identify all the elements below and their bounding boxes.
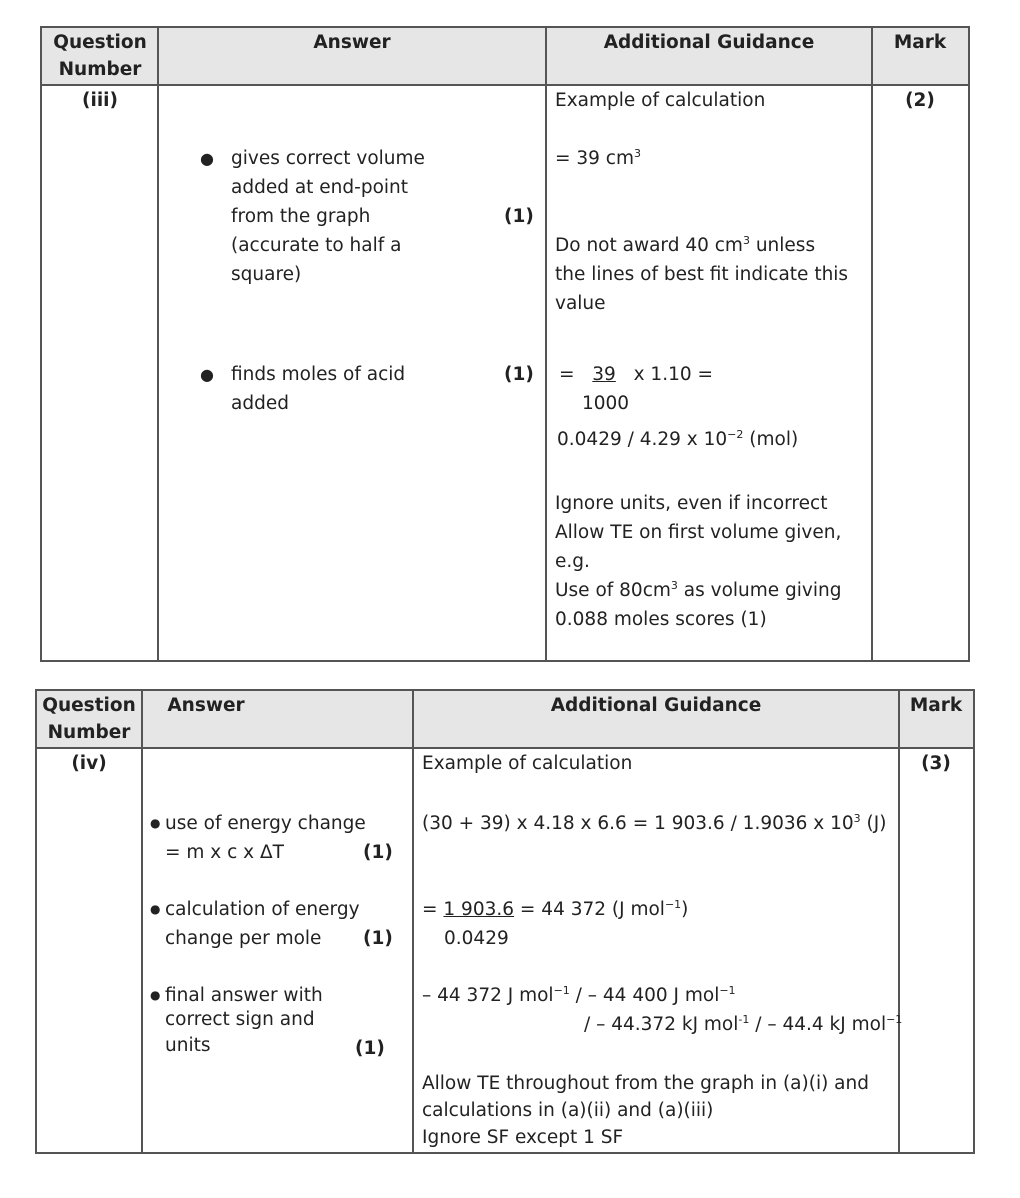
answer-mark: (1) — [504, 206, 534, 227]
answer-mark: (1) — [363, 842, 393, 863]
answer-line: change per mole — [165, 928, 322, 949]
guidance-note: e.g. — [555, 551, 590, 572]
guidance-note: Ignore SF except 1 SF — [422, 1127, 624, 1148]
guidance-note: Use of $80cm^3$ as volume giving — [555, 579, 842, 601]
column-divider — [545, 28, 547, 660]
answer-line: units — [165, 1035, 211, 1056]
bullet-icon: ● — [200, 149, 214, 168]
answer-line: (accurate to half a — [231, 235, 402, 256]
guidance-example-label: Example of calculation — [422, 753, 633, 774]
guidance-note: Allow TE throughout from the graph in (a)(i) and — [422, 1073, 869, 1094]
answer-line: finds moles of acid — [231, 364, 406, 385]
guidance-energy-per-mole-denominator: 0.0429 — [444, 928, 509, 949]
bullet-icon: ● — [150, 988, 161, 1002]
answer-line: final answer with — [165, 985, 323, 1006]
answer-line: gives correct volume — [231, 148, 425, 169]
answer-line: correct sign and — [165, 1009, 315, 1030]
table-header-row — [42, 28, 968, 86]
bullet-icon: ● — [150, 902, 161, 916]
guidance-energy-per-mole: = 1 903.6 = 44 372 (J mol$^{-1}$) — [422, 898, 689, 920]
table-header-row — [37, 691, 973, 749]
column-divider — [141, 691, 143, 1152]
guidance-note: 0.088 moles scores (1) — [555, 609, 767, 630]
header-additional-guidance: Additional Guidance — [550, 695, 762, 716]
guidance-no-award-line2: the lines of best fit indicate this — [555, 264, 849, 285]
header-mark: Mark — [909, 695, 963, 716]
answer-line: added at end-point — [231, 177, 409, 198]
guidance-final-answer-line2: / – 44.372 kJ mol$^{-1}$ / – 44.4 kJ mol$^{-1}$ — [584, 1013, 903, 1035]
total-mark: (3) — [921, 753, 951, 774]
answer-mark: (1) — [355, 1038, 385, 1059]
guidance-volume: = 39 $cm^3$ — [555, 147, 641, 169]
question-number: (iv) — [71, 753, 107, 774]
column-divider — [412, 691, 414, 1152]
guidance-note: Allow TE on first volume given, — [555, 522, 842, 543]
header-question-number: Question Number — [53, 32, 147, 80]
guidance-energy-change: (30 + 39) x 4.18 x 6.6 = 1 903.6 / 1.9036 x $10^3$ (J) — [422, 812, 887, 834]
column-divider — [157, 28, 159, 660]
guidance-moles-calc: = 39 x 1.10 = — [559, 364, 713, 385]
answer-mark: (1) — [504, 364, 534, 385]
guidance-no-award-line3: value — [555, 293, 606, 314]
bullet-icon: ● — [200, 365, 214, 384]
header-question-number: Question Number — [42, 695, 136, 743]
header-mark: Mark — [893, 32, 947, 53]
guidance-moles-result: 0.0429 / 4.29 x $10^{-2}$ (mol) — [557, 428, 799, 450]
guidance-example-label: Example of calculation — [555, 90, 766, 111]
answer-line: = m x c x ΔT — [165, 842, 284, 863]
answer-line: use of energy change — [165, 813, 366, 834]
question-number: (iii) — [82, 90, 118, 111]
answer-line: from the graph — [231, 206, 371, 227]
guidance-final-answer-line1: – 44 372 J mol$^{-1}$ / – 44 400 J mol$^{-1}$ — [422, 984, 736, 1006]
guidance-note: Ignore units, even if incorrect — [555, 493, 828, 514]
bullet-icon: ● — [150, 816, 161, 830]
answer-line: calculation of energy — [165, 899, 360, 920]
answer-line: added — [231, 393, 289, 414]
mark-scheme-table-iv — [35, 689, 975, 1154]
column-divider — [871, 28, 873, 660]
header-additional-guidance: Additional Guidance — [603, 32, 815, 53]
guidance-moles-denominator: 1000 — [582, 393, 630, 414]
answer-line: square) — [231, 264, 302, 285]
header-answer: Answer — [167, 695, 245, 716]
header-answer: Answer — [313, 32, 391, 53]
guidance-note: calculations in (a)(ii) and (a)(iii) — [422, 1100, 714, 1121]
guidance-no-award: Do not award 40 $cm^3$ unless — [555, 234, 816, 256]
answer-mark: (1) — [363, 928, 393, 949]
mark-scheme-table-iii — [40, 26, 970, 662]
total-mark: (2) — [905, 90, 935, 111]
